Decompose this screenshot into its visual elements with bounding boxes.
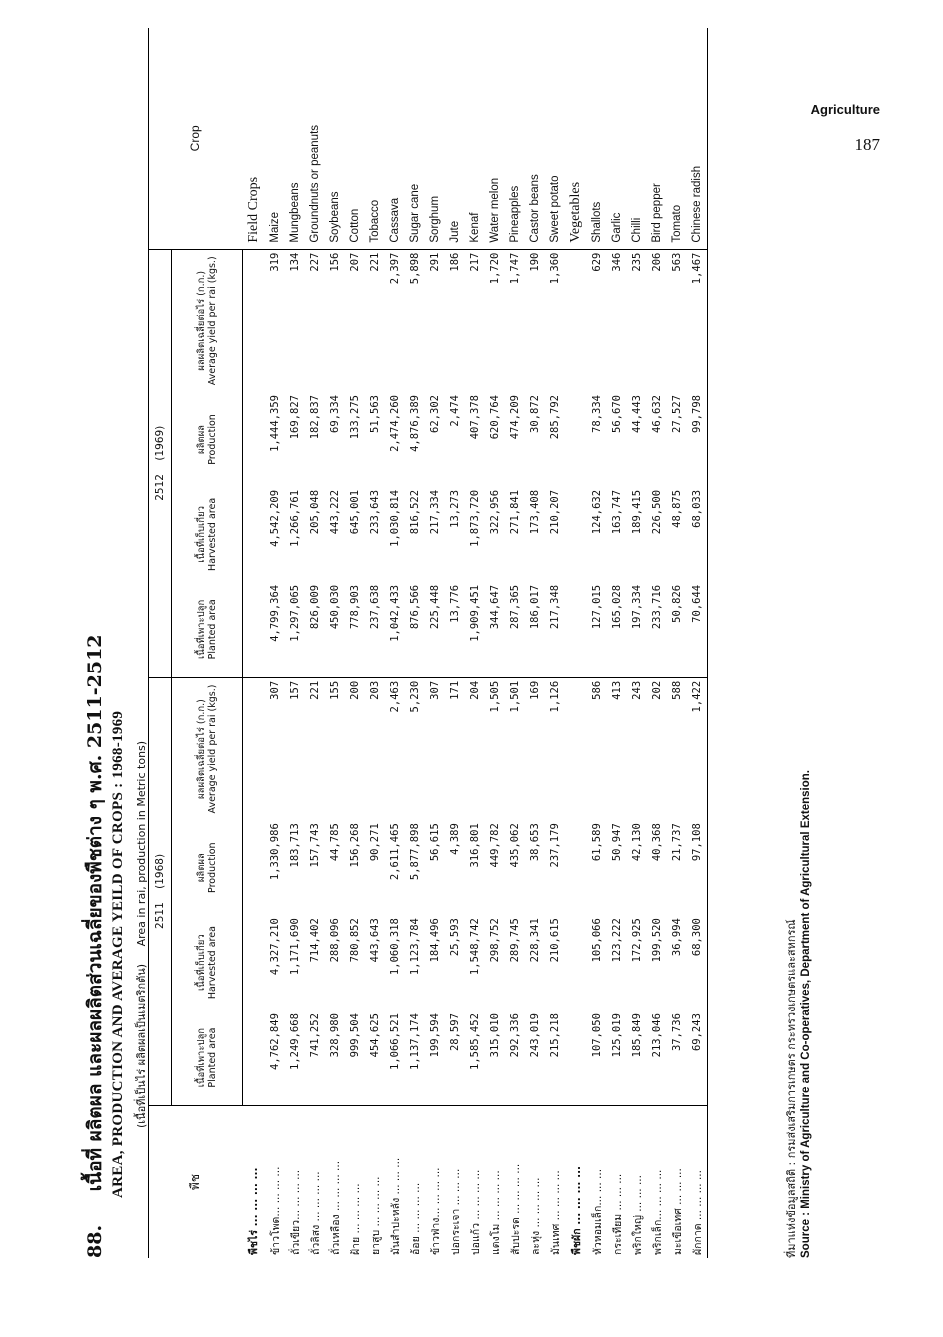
title-thai-text: เนื้อที่ ผลิตผล และผลผลิตส่วนเฉลี่ยของพืชต่าง ๆ พ.ศ. 2511-2512	[84, 634, 106, 1192]
table-row	[587, 28, 607, 1258]
value-cell: 90,271	[369, 823, 381, 862]
value-cell: 99,798	[687, 392, 708, 487]
value-cell: 316,801	[469, 823, 481, 868]
value-cell: 215,218	[545, 1010, 565, 1105]
value-cell: 1,422	[687, 677, 708, 820]
running-head: Agriculture	[810, 102, 880, 117]
col-production: ผลิตผล Production	[172, 820, 243, 915]
value-cell: 629	[591, 252, 603, 272]
value-cell: 78,334	[591, 395, 603, 433]
value-cell: 13,776	[445, 582, 465, 677]
empty-cell	[243, 915, 266, 1010]
value-cell: 328,980	[325, 1010, 345, 1105]
value-cell: 70,644	[687, 582, 708, 677]
title-english: AREA, PRODUCTION AND AVERAGE YEILD OF CROPS : 1968-1969	[110, 710, 126, 1198]
value-cell: 816,522	[409, 489, 421, 535]
value-cell: 1,501	[509, 680, 521, 713]
col-harvested-area: เนื้อที่เก็บเกี่ยว Harvested area	[172, 487, 243, 582]
value-cell: 105,066	[591, 918, 603, 963]
value-cell: 5,230	[409, 680, 421, 713]
col-planted-area: เนื้อที่เพาะปลูก Planted area	[172, 582, 243, 677]
value-cell: 27,527	[671, 395, 683, 433]
value-cell: 1,030,814	[389, 489, 401, 547]
value-cell: 288,096	[329, 918, 341, 963]
value-cell: 202	[651, 680, 663, 700]
year-header-2511: 2511 (1968)	[149, 677, 172, 1105]
crop-name-thai: ผักกาด ... ... ... ...	[687, 1106, 708, 1258]
value-cell: 319	[269, 252, 281, 272]
value-cell: 298,752	[489, 918, 501, 963]
value-cell: 435,062	[509, 823, 521, 868]
table-row	[627, 28, 647, 1258]
value-cell: 217,334	[429, 489, 441, 535]
value-cell: 4,389	[449, 823, 461, 855]
value-cell: 407,378	[469, 395, 481, 440]
value-cell: 127,015	[587, 582, 607, 677]
value-cell: 291	[429, 252, 441, 272]
source-thai: ที่มาแห่งข้อมูลสถิติ : กรมส่งเสริมการเกษตร กระทรวงเกษตรและสหกรณ์	[785, 919, 798, 1258]
value-cell: 714,402	[309, 918, 321, 963]
source-note	[782, 770, 812, 1258]
crop-name-english: Castor beans	[525, 28, 545, 249]
value-cell: 210,615	[549, 918, 561, 963]
value-cell: 69,243	[687, 1010, 708, 1105]
value-cell: 1,249,668	[285, 1010, 305, 1105]
value-cell: 1,909,451	[465, 582, 485, 677]
value-cell: 322,956	[489, 489, 501, 535]
crop-name-english: Bird pepper	[647, 28, 667, 249]
year-header-row	[149, 28, 172, 1258]
crop-name-thai: แตงโม ... ... ... ...	[489, 1170, 502, 1255]
crop-name-english: Groundnuts or peanuts	[305, 28, 325, 249]
value-cell: 449,782	[489, 823, 501, 868]
value-cell: 4,327,210	[269, 918, 281, 976]
value-cell: 199,594	[425, 1010, 445, 1105]
value-cell: 200	[349, 680, 361, 700]
value-cell: 48,875	[671, 489, 683, 528]
value-cell: 413	[611, 680, 623, 700]
value-cell: 5,877,898	[409, 823, 421, 881]
value-cell: 217	[469, 252, 481, 272]
value-cell: 186	[449, 252, 461, 272]
group-label-thai: พืชผัก ... ... ... ...	[570, 1165, 583, 1255]
crop-name-english: Sorghum	[425, 28, 445, 249]
empty-cell	[565, 677, 587, 820]
value-cell: 2,611,465	[389, 823, 401, 881]
value-cell: 243,019	[525, 1010, 545, 1105]
table-row	[647, 28, 667, 1258]
value-cell: 221	[309, 680, 321, 700]
value-cell: 2,474,260	[389, 395, 401, 452]
group-label-english: Field Crops	[243, 28, 266, 249]
crop-name-thai: มันสำปะหลัง ... ... ...	[389, 1157, 402, 1255]
table-row	[405, 28, 425, 1258]
value-cell: 186,017	[525, 582, 545, 677]
table-row	[385, 28, 405, 1258]
table-number: 88.	[84, 1224, 106, 1258]
table-row	[687, 28, 708, 1258]
value-cell: 999,504	[345, 1010, 365, 1105]
value-cell: 40,368	[651, 823, 663, 862]
value-cell: 1,585,452	[465, 1010, 485, 1105]
value-cell: 307	[429, 680, 441, 700]
value-cell: 56,670	[611, 395, 623, 433]
value-cell: 173,408	[529, 489, 541, 535]
crop-name-thai: มะเขือเทศ ... ... ...	[671, 1168, 684, 1255]
value-cell: 233,643	[369, 489, 381, 535]
crop-name-english: Tobacco	[365, 28, 385, 249]
crop-name-thai: ถั่วเขียว... ... ... ...	[289, 1169, 302, 1255]
value-cell: 50,826	[667, 582, 687, 677]
value-cell: 1,747	[509, 252, 521, 285]
crop-header-english: Crop	[149, 28, 243, 249]
value-cell: 51,563	[369, 395, 381, 433]
value-cell: 56,615	[429, 823, 441, 862]
table-row	[607, 28, 627, 1258]
rotated-page-content	[80, 28, 870, 1258]
value-cell: 156,268	[349, 823, 361, 868]
value-cell: 124,632	[591, 489, 603, 535]
crop-name-thai: พริกเล็ก... ... ... ...	[651, 1169, 664, 1255]
value-cell: 157,743	[309, 823, 321, 868]
value-cell: 227	[309, 252, 321, 272]
value-cell: 1,360	[549, 252, 561, 285]
table-row	[485, 28, 505, 1258]
value-cell: 25,593	[449, 918, 461, 957]
crop-name-english: Tomato	[667, 28, 687, 249]
group-label-english: Vegetables	[565, 28, 587, 249]
value-cell: 171	[449, 680, 461, 700]
table-row	[667, 28, 687, 1258]
value-cell: 474,209	[509, 395, 521, 440]
value-cell: 36,994	[671, 918, 683, 957]
value-cell: 1,467	[687, 249, 708, 392]
value-cell: 243	[631, 680, 643, 700]
value-cell: 228,341	[529, 918, 541, 963]
group-row	[565, 28, 587, 1258]
value-cell: 134	[289, 252, 301, 272]
page-number: 187	[854, 135, 880, 154]
value-cell: 157	[289, 680, 301, 700]
value-cell: 197,334	[627, 582, 647, 677]
crop-name-english: Kenaf	[465, 28, 485, 249]
value-cell: 287,365	[505, 582, 525, 677]
value-cell: 563	[671, 252, 683, 272]
crop-name-thai: กระเทียม ... ... ...	[611, 1173, 624, 1255]
crop-name-english: Chinese radish	[687, 28, 708, 249]
crop-name-english: Water melon	[485, 28, 505, 249]
table-row	[505, 28, 525, 1258]
value-cell: 235	[631, 252, 643, 272]
value-cell: 307	[269, 680, 281, 700]
crop-name-english: Cotton	[345, 28, 365, 249]
value-cell: 741,252	[305, 1010, 325, 1105]
value-cell: 1,060,318	[389, 918, 401, 976]
value-cell: 38,653	[529, 823, 541, 862]
crop-name-thai: หัวหอมเล็ก... ... ...	[591, 1168, 604, 1255]
year-header-2512: 2512 (1969)	[149, 249, 172, 677]
empty-cell	[565, 915, 587, 1010]
value-cell: 588	[671, 680, 683, 700]
value-cell: 233,716	[647, 582, 667, 677]
value-cell: 1,505	[489, 680, 501, 713]
value-cell: 207	[349, 252, 361, 272]
crop-name-thai: ปอกระเจา ... ... ...	[449, 1168, 462, 1255]
value-cell: 237,179	[549, 823, 561, 868]
crop-name-thai: ข้าวฟ่าง... ... ... ...	[429, 1167, 442, 1255]
empty-cell	[243, 582, 266, 677]
table-body	[243, 28, 708, 1258]
table-row	[545, 28, 565, 1258]
value-cell: 97,108	[687, 820, 708, 915]
table-row	[525, 28, 545, 1258]
crop-name-english: Sweet potato	[545, 28, 565, 249]
source-english: Source : Ministry of Agriculture and Co-operatives, Department of Agricultural Extension.	[800, 770, 812, 1258]
crop-header-thai: พืช	[149, 1106, 243, 1258]
value-cell: 4,542,209	[269, 489, 281, 547]
value-cell: 172,925	[631, 918, 643, 963]
value-cell: 13,273	[449, 489, 461, 528]
value-cell: 107,050	[587, 1010, 607, 1105]
value-cell: 443,643	[369, 918, 381, 963]
crop-name-thai: ปอแก้ว ... ... ... ...	[469, 1169, 482, 1255]
value-cell: 1,171,690	[289, 918, 301, 976]
col-production: ผลิตผล Production	[172, 392, 243, 487]
value-cell: 271,841	[509, 489, 521, 535]
empty-cell	[243, 392, 266, 487]
value-cell: 44,443	[631, 395, 643, 433]
value-cell: 169	[529, 680, 541, 700]
value-cell: 221	[369, 252, 381, 272]
value-cell: 217,348	[545, 582, 565, 677]
value-cell: 42,130	[631, 823, 643, 862]
value-cell: 346	[611, 252, 623, 272]
value-cell: 184,496	[429, 918, 441, 963]
value-cell: 189,415	[631, 489, 643, 535]
value-cell: 292,336	[505, 1010, 525, 1105]
empty-cell	[565, 249, 587, 392]
crop-table	[148, 28, 708, 1258]
empty-cell	[243, 249, 266, 392]
value-cell: 61,589	[591, 823, 603, 862]
crop-name-thai: ละหุ่ง ... ... ... ...	[529, 1177, 542, 1255]
value-cell: 169,827	[289, 395, 301, 440]
value-cell: 2,463	[389, 680, 401, 713]
value-cell: 1,042,433	[385, 582, 405, 677]
value-cell: 2,474	[449, 395, 461, 427]
value-cell: 44,785	[329, 823, 341, 862]
crop-name-thai: ยาสูบ ... ... ... ...	[369, 1176, 382, 1255]
value-cell: 165,028	[607, 582, 627, 677]
value-cell: 1,066,521	[385, 1010, 405, 1105]
value-cell: 1,873,720	[469, 489, 481, 547]
value-cell: 4,876,389	[409, 395, 421, 452]
value-cell: 203	[369, 680, 381, 700]
value-cell: 68,033	[687, 487, 708, 582]
value-cell: 28,597	[445, 1010, 465, 1105]
crop-name-thai: ถั่วเหลือง ... ... ... ...	[329, 1160, 342, 1255]
value-cell: 237,638	[365, 582, 385, 677]
value-cell: 1,123,784	[409, 918, 421, 976]
empty-cell	[565, 820, 587, 915]
table-row	[365, 28, 385, 1258]
value-cell: 454,625	[365, 1010, 385, 1105]
table-row	[305, 28, 325, 1258]
value-cell: 206	[651, 252, 663, 272]
crop-name-english: Maize	[265, 28, 285, 249]
col-average-yield: ผลผลิตเฉลี่ยต่อไร่ (ก.ก.) Average yield per rai (kgs.)	[172, 249, 243, 392]
empty-cell	[565, 487, 587, 582]
value-cell: 30,872	[529, 395, 541, 433]
crop-name-english: Garlic	[607, 28, 627, 249]
value-cell: 182,837	[309, 395, 321, 440]
value-cell: 586	[591, 680, 603, 700]
value-cell: 163,747	[611, 489, 623, 535]
value-cell: 289,745	[509, 918, 521, 963]
empty-cell	[243, 487, 266, 582]
empty-cell	[243, 677, 266, 820]
value-cell: 125,019	[607, 1010, 627, 1105]
table-row	[445, 28, 465, 1258]
value-cell: 620,764	[489, 395, 501, 440]
title-note-english: Area in rai, production in Metric tons)	[135, 740, 148, 947]
value-cell: 69,334	[329, 395, 341, 433]
value-cell: 1,266,761	[289, 489, 301, 547]
value-cell: 37,736	[667, 1010, 687, 1105]
crop-name-english: Mungbeans	[285, 28, 305, 249]
value-cell: 344,647	[485, 582, 505, 677]
value-cell: 199,520	[651, 918, 663, 963]
value-cell: 1,330,986	[269, 823, 281, 881]
crop-name-thai: ถั่วลิสง ... ... ... ...	[309, 1171, 322, 1255]
value-cell: 50,947	[611, 823, 623, 862]
empty-cell	[565, 582, 587, 677]
value-cell: 133,275	[349, 395, 361, 440]
group-row	[243, 28, 266, 1258]
crop-name-thai: สับปะรด ... ... ... ...	[509, 1163, 522, 1255]
table-row	[345, 28, 365, 1258]
table-row	[325, 28, 345, 1258]
value-cell: 1,548,742	[469, 918, 481, 976]
value-cell: 210,207	[549, 489, 561, 535]
value-cell: 1,444,359	[269, 395, 281, 452]
empty-cell	[565, 392, 587, 487]
value-cell: 1,137,174	[405, 1010, 425, 1105]
value-cell: 443,222	[329, 489, 341, 535]
value-cell: 285,792	[549, 395, 561, 440]
value-cell: 780,852	[349, 918, 361, 963]
value-cell: 645,001	[349, 489, 361, 535]
crop-name-english: Jute	[445, 28, 465, 249]
table-row	[265, 28, 285, 1258]
crop-name-english: Chilli	[627, 28, 647, 249]
crop-name-english: Soybeans	[325, 28, 345, 249]
value-cell: 68,300	[687, 915, 708, 1010]
value-cell: 156	[329, 252, 341, 272]
table-row	[465, 28, 485, 1258]
title-note-thai: (เนื้อที่เป็นไร่ ผลิตผลเป็นเมตริกตัน)	[135, 963, 148, 1128]
value-cell: 1,720	[489, 252, 501, 285]
crop-name-thai: พริกใหญ่ ... ... ...	[631, 1175, 644, 1255]
value-cell: 123,222	[611, 918, 623, 963]
value-cell: 225,448	[425, 582, 445, 677]
value-cell: 205,048	[309, 489, 321, 535]
value-cell: 2,397	[389, 252, 401, 285]
value-cell: 213,046	[647, 1010, 667, 1105]
empty-cell	[243, 1010, 266, 1105]
crop-name-thai: ฝ้าย ... ... ... ...	[349, 1183, 362, 1255]
crop-name-english: Sugar cane	[405, 28, 425, 249]
value-cell: 1,297,065	[285, 582, 305, 677]
empty-cell	[243, 820, 266, 915]
value-cell: 226,500	[651, 489, 663, 535]
value-cell: 190	[529, 252, 541, 272]
value-cell: 450,030	[325, 582, 345, 677]
title-thai	[80, 28, 110, 1258]
value-cell: 21,737	[671, 823, 683, 862]
value-cell: 62,302	[429, 395, 441, 433]
value-cell: 5,898	[409, 252, 421, 285]
col-average-yield: ผลผลิตเฉลี่ยต่อไร่ (ก.ก.) Average yield per rai (kgs.)	[172, 677, 243, 820]
value-cell: 1,126	[549, 680, 561, 713]
value-cell: 46,632	[651, 395, 663, 433]
table-row	[285, 28, 305, 1258]
crop-name-thai: อ้อย ... ... ... ...	[409, 1182, 422, 1255]
table-row	[425, 28, 445, 1258]
value-cell: 183,713	[289, 823, 301, 868]
crop-name-english: Shallots	[587, 28, 607, 249]
crop-name-thai: ข้าวโพด... ... ... ...	[269, 1166, 282, 1255]
crop-name-thai: มันเทศ ... ... ... ...	[549, 1170, 562, 1255]
value-cell: 778,903	[345, 582, 365, 677]
value-cell: 4,762,849	[265, 1010, 285, 1105]
value-cell: 826,009	[305, 582, 325, 677]
crop-name-english: Pineapples	[505, 28, 525, 249]
value-cell: 4,799,364	[265, 582, 285, 677]
value-cell: 185,849	[627, 1010, 647, 1105]
value-cell: 876,566	[405, 582, 425, 677]
value-cell: 204	[469, 680, 481, 700]
value-cell: 315,010	[485, 1010, 505, 1105]
empty-cell	[565, 1010, 587, 1105]
group-label-thai: พืชไร่ ... ... ... ...	[248, 1167, 261, 1255]
crop-name-english: Cassava	[385, 28, 405, 249]
col-harvested-area: เนื้อที่เก็บเกี่ยว Harvested area	[172, 915, 243, 1010]
col-planted-area: เนื้อที่เพาะปลูก Planted area	[172, 1010, 243, 1105]
value-cell: 155	[329, 680, 341, 700]
